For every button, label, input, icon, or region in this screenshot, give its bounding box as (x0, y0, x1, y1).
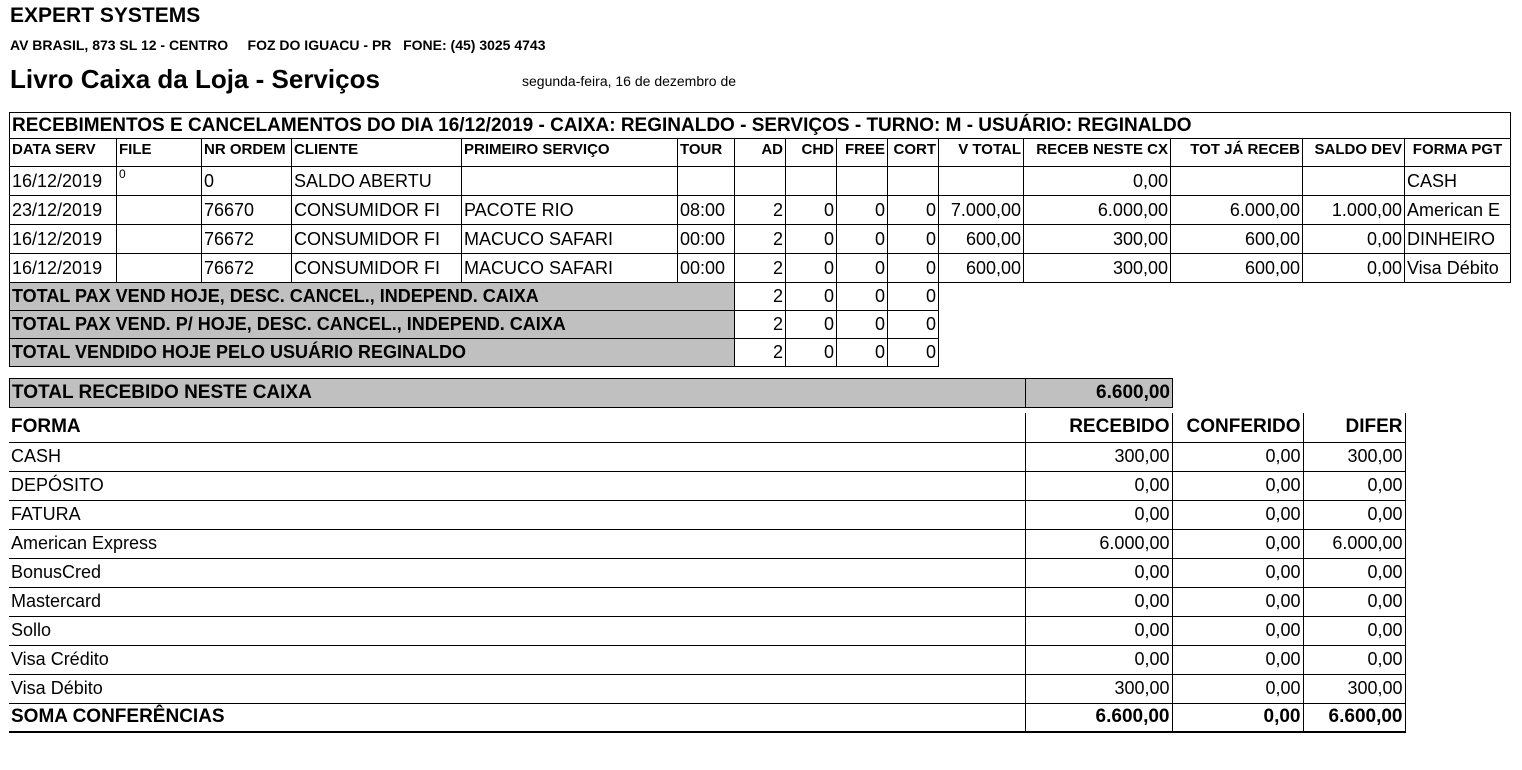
report-title: Livro Caixa da Loja - Serviços (10, 64, 380, 94)
form-recebido: 300,00 (1025, 442, 1172, 471)
cell-free: 0 (837, 254, 888, 283)
cell-cort: 0 (888, 196, 939, 225)
cell-chd (786, 167, 837, 196)
form-difer: 0,00 (1303, 558, 1405, 587)
form-row (9, 442, 1405, 471)
payment-forms-table (9, 413, 1406, 733)
cell-tour: 00:00 (678, 225, 735, 254)
cell-ad: 2 (735, 196, 786, 225)
form-conferido: 0,00 (1172, 645, 1303, 674)
form-difer: 0,00 (1303, 587, 1405, 616)
form-difer: 0,00 (1303, 500, 1405, 529)
cell-primeiro-servico: MACUCO SAFARI (462, 225, 678, 254)
cell-free (837, 167, 888, 196)
cell-tot-ja-receb: 600,00 (1171, 225, 1303, 254)
form-conferido: 0,00 (1172, 616, 1303, 645)
total-row (10, 283, 1511, 311)
form-name: American Express (9, 529, 1025, 558)
col-tour: TOUR (678, 139, 735, 167)
sum-label: SOMA CONFERÊNCIAS (9, 703, 1025, 732)
total-received (9, 378, 1173, 408)
cell-free: 0 (837, 225, 888, 254)
total-chd: 0 (786, 311, 837, 339)
table-row (10, 196, 1511, 225)
form-conferido: 0,00 (1172, 558, 1303, 587)
form-conferido: 0,00 (1172, 587, 1303, 616)
cell-forma-pgt: American E (1405, 196, 1511, 225)
form-name: BonusCred (9, 558, 1025, 587)
column-headers (10, 139, 1511, 167)
col-nr-ordem: NR ORDEM (202, 139, 292, 167)
form-conferido: 0,00 (1172, 442, 1303, 471)
total-free: 0 (837, 339, 888, 367)
form-conferido: 0,00 (1172, 500, 1303, 529)
total-label: TOTAL PAX VEND. P/ HOJE, DESC. CANCEL., INDEPEND. CAIXA (10, 311, 735, 339)
cell-saldo-dev: 0,00 (1303, 254, 1405, 283)
table-row (10, 225, 1511, 254)
forms-col-conferido: CONFERIDO (1172, 413, 1303, 442)
total-cort: 0 (888, 283, 939, 311)
cell-receb-neste-cx: 300,00 (1024, 225, 1171, 254)
cell-file (117, 225, 202, 254)
form-conferido: 0,00 (1172, 471, 1303, 500)
total-free: 0 (837, 311, 888, 339)
form-difer: 0,00 (1303, 616, 1405, 645)
col-data-serv: DATA SERV (10, 139, 117, 167)
col-ad: AD (735, 139, 786, 167)
form-name: CASH (9, 442, 1025, 471)
form-row (9, 558, 1405, 587)
form-difer: 6.000,00 (1303, 529, 1405, 558)
form-recebido: 0,00 (1025, 616, 1172, 645)
form-difer: 0,00 (1303, 645, 1405, 674)
cell-tour: 00:00 (678, 254, 735, 283)
form-row (9, 616, 1405, 645)
col-tot-ja-receb: TOT JÁ RECEB (1171, 139, 1303, 167)
form-difer: 300,00 (1303, 674, 1405, 703)
cell-chd: 0 (786, 225, 837, 254)
form-conferido: 0,00 (1172, 529, 1303, 558)
sum-difer: 6.600,00 (1303, 703, 1405, 732)
total-cort: 0 (888, 311, 939, 339)
cell-ad: 2 (735, 254, 786, 283)
total-ad: 2 (735, 283, 786, 311)
form-name: Visa Débito (9, 674, 1025, 703)
form-row (9, 471, 1405, 500)
cell-nr-ordem: 0 (202, 167, 292, 196)
cell-cort (888, 167, 939, 196)
form-recebido: 300,00 (1025, 674, 1172, 703)
cell-tot-ja-receb: 6.000,00 (1171, 196, 1303, 225)
cell-primeiro-servico (462, 167, 678, 196)
table-row (10, 167, 1511, 196)
form-recebido: 6.000,00 (1025, 529, 1172, 558)
col-cort: CORT (888, 139, 939, 167)
form-conferido: 0,00 (1172, 674, 1303, 703)
cell-nr-ordem: 76672 (202, 254, 292, 283)
col-forma-pgt: FORMA PGT (1405, 139, 1511, 167)
total-chd: 0 (786, 339, 837, 367)
cell-v-total (939, 167, 1024, 196)
col-chd: CHD (786, 139, 837, 167)
cell-tour (678, 167, 735, 196)
col-v-total: V TOTAL (939, 139, 1024, 167)
cell-forma-pgt: CASH (1405, 167, 1511, 196)
cell-ad: 2 (735, 225, 786, 254)
cell-v-total: 600,00 (939, 225, 1024, 254)
cell-free: 0 (837, 196, 888, 225)
form-difer: 300,00 (1303, 442, 1405, 471)
cell-cliente: CONSUMIDOR FI (292, 225, 462, 254)
cell-forma-pgt: DINHEIRO (1405, 225, 1511, 254)
cell-v-total: 600,00 (939, 254, 1024, 283)
table-row (10, 254, 1511, 283)
forms-col-recebido: RECEBIDO (1025, 413, 1172, 442)
form-row (9, 529, 1405, 558)
total-received-value: 6.600,00 (1026, 379, 1173, 408)
cell-receb-neste-cx: 6.000,00 (1024, 196, 1171, 225)
cell-file (117, 254, 202, 283)
cell-data-serv: 23/12/2019 (10, 196, 117, 225)
form-recebido: 0,00 (1025, 500, 1172, 529)
sum-recebido: 6.600,00 (1025, 703, 1172, 732)
forms-header (9, 413, 1405, 442)
total-label: TOTAL VENDIDO HOJE PELO USUÁRIO REGINALDO (10, 339, 735, 367)
cell-tot-ja-receb (1171, 167, 1303, 196)
total-cort: 0 (888, 339, 939, 367)
sum-row (9, 703, 1405, 732)
cell-saldo-dev: 0,00 (1303, 225, 1405, 254)
cell-ad (735, 167, 786, 196)
cell-tot-ja-receb: 600,00 (1171, 254, 1303, 283)
cell-forma-pgt: Visa Débito (1405, 254, 1511, 283)
cell-saldo-dev (1303, 167, 1405, 196)
total-row (10, 339, 1511, 367)
form-name: FATURA (9, 500, 1025, 529)
form-recebido: 0,00 (1025, 645, 1172, 674)
form-name: Sollo (9, 616, 1025, 645)
total-received-label: TOTAL RECEBIDO NESTE CAIXA (10, 379, 1026, 408)
total-row (10, 311, 1511, 339)
form-recebido: 0,00 (1025, 471, 1172, 500)
total-chd: 0 (786, 283, 837, 311)
company-address: AV BRASIL, 873 SL 12 - CENTRO FOZ DO IGUACU - PR FONE: (45) 3025 4743 (10, 37, 546, 53)
cell-file: 0 (117, 167, 202, 196)
cell-tour: 08:00 (678, 196, 735, 225)
col-cliente: CLIENTE (292, 139, 462, 167)
total-ad: 2 (735, 339, 786, 367)
cell-saldo-dev: 1.000,00 (1303, 196, 1405, 225)
col-primeiro-servico: PRIMEIRO SERVIÇO (462, 139, 678, 167)
cell-cliente: SALDO ABERTU (292, 167, 462, 196)
form-recebido: 0,00 (1025, 558, 1172, 587)
form-recebido: 0,00 (1025, 587, 1172, 616)
cell-cort: 0 (888, 254, 939, 283)
cell-data-serv: 16/12/2019 (10, 254, 117, 283)
col-file: FILE (117, 139, 202, 167)
cell-data-serv: 16/12/2019 (10, 225, 117, 254)
form-difer: 0,00 (1303, 471, 1405, 500)
form-row (9, 587, 1405, 616)
form-name: Mastercard (9, 587, 1025, 616)
cell-cliente: CONSUMIDOR FI (292, 196, 462, 225)
cell-receb-neste-cx: 0,00 (1024, 167, 1171, 196)
section-title: RECEBIMENTOS E CANCELAMENTOS DO DIA 16/12/2019 - CAIXA: REGINALDO - SERVIÇOS - TURNO: M - USUÁRIO: REGINALDO (10, 113, 1511, 139)
col-free: FREE (837, 139, 888, 167)
cell-file (117, 196, 202, 225)
cell-cort: 0 (888, 225, 939, 254)
total-label: TOTAL PAX VEND HOJE, DESC. CANCEL., INDEPEND. CAIXA (10, 283, 735, 311)
receipts-table (9, 112, 1511, 367)
cell-v-total: 7.000,00 (939, 196, 1024, 225)
col-receb-neste-cx: RECEB NESTE CX (1024, 139, 1171, 167)
cell-primeiro-servico: MACUCO SAFARI (462, 254, 678, 283)
form-row (9, 674, 1405, 703)
forms-col-forma: FORMA (9, 413, 1025, 442)
cell-data-serv: 16/12/2019 (10, 167, 117, 196)
company-name: EXPERT SYSTEMS (10, 4, 201, 27)
report-date: segunda-feira, 16 de dezembro de (522, 73, 737, 89)
cell-receb-neste-cx: 300,00 (1024, 254, 1171, 283)
cell-cliente: CONSUMIDOR FI (292, 254, 462, 283)
cell-nr-ordem: 76672 (202, 225, 292, 254)
cell-nr-ordem: 76670 (202, 196, 292, 225)
forms-col-difer: DIFER (1303, 413, 1405, 442)
sum-conferido: 0,00 (1172, 703, 1303, 732)
cell-chd: 0 (786, 254, 837, 283)
form-name: Visa Crédito (9, 645, 1025, 674)
form-row (9, 645, 1405, 674)
total-free: 0 (837, 283, 888, 311)
total-ad: 2 (735, 311, 786, 339)
cell-primeiro-servico: PACOTE RIO (462, 196, 678, 225)
cell-chd: 0 (786, 196, 837, 225)
col-saldo-dev: SALDO DEV (1303, 139, 1405, 167)
form-name: DEPÓSITO (9, 471, 1025, 500)
form-row (9, 500, 1405, 529)
